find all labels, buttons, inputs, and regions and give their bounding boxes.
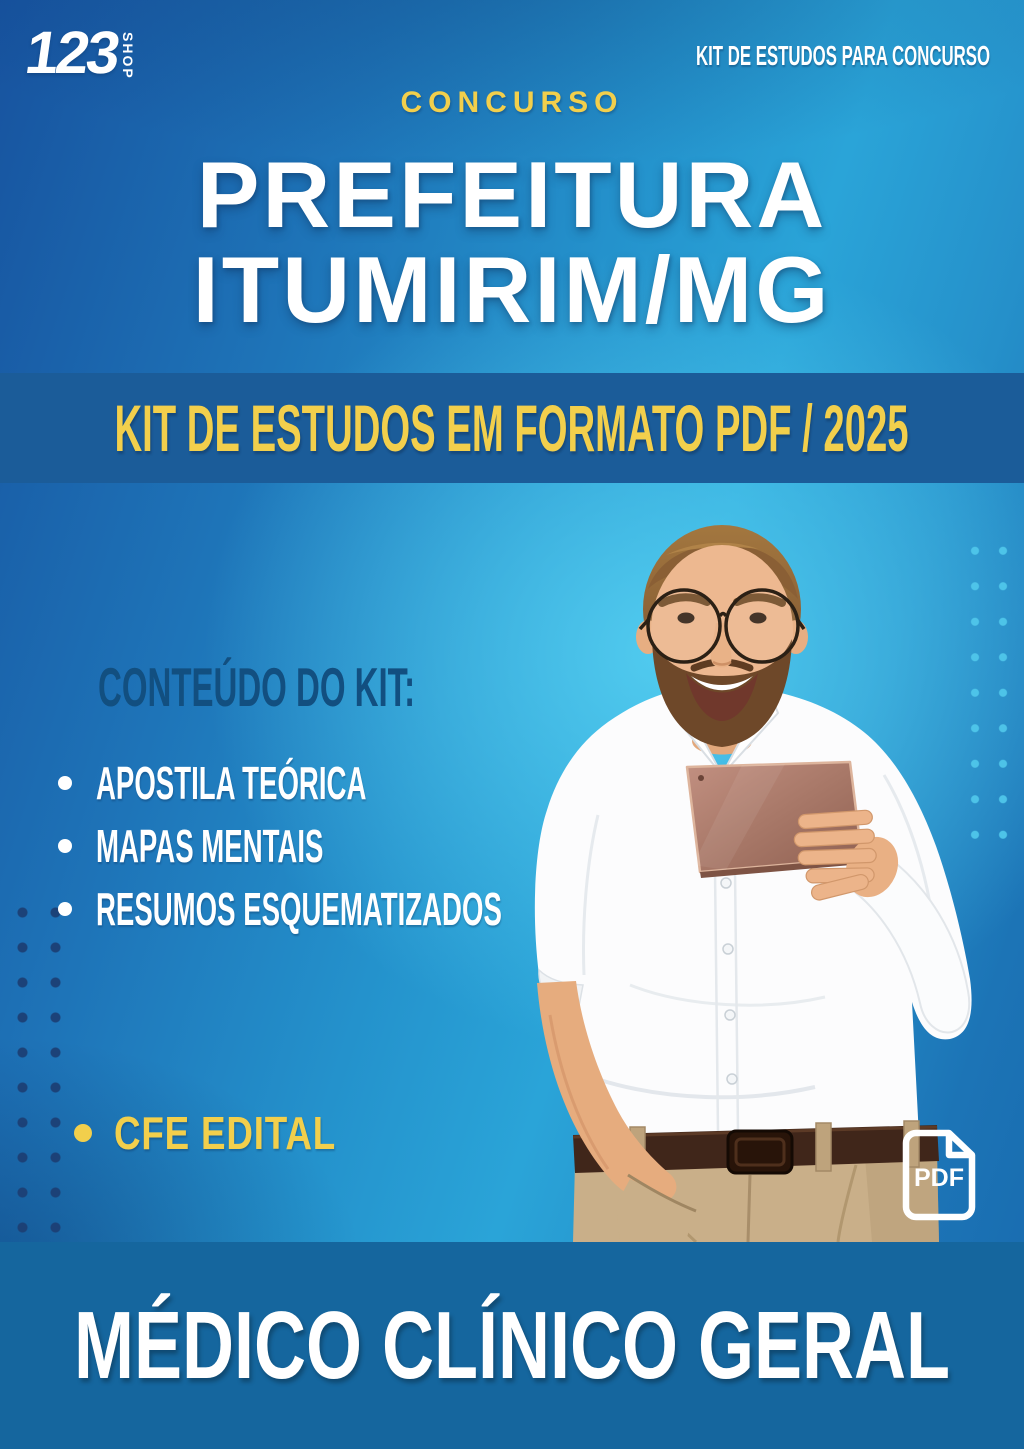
content-heading: CONTEÚDO DO KIT: — [98, 656, 416, 718]
dot-grid-left — [6, 895, 72, 1245]
ribbon-text: KIT DE ESTUDOS EM FORMATO PDF / 2025 — [114, 391, 910, 465]
bullet-icon — [58, 839, 72, 853]
brand-logo-number: 123 — [21, 19, 122, 86]
page-title — [0, 142, 1024, 342]
kit-list — [58, 751, 772, 940]
brand-logo — [21, 19, 137, 86]
title-line-2: ITUMIRIM/MG — [192, 236, 832, 342]
pdf-icon — [901, 1128, 979, 1222]
bullet-icon — [58, 902, 72, 916]
bullet-icon — [58, 776, 72, 790]
title-line-1: PREFEITURA — [196, 142, 828, 247]
role-title: MÉDICO CLÍNICO GERAL — [74, 1291, 951, 1399]
top-right-label: KIT DE ESTUDOS PARA CONCURSO — [695, 40, 990, 71]
list-item: RESUMOS ESQUEMATIZADOS — [58, 877, 772, 940]
list-item: MAPAS MENTAIS — [58, 814, 772, 877]
cfe-edital-item: CFE EDITAL — [74, 1108, 391, 1158]
ribbon-banner — [0, 373, 1024, 483]
bullet-icon — [74, 1124, 92, 1142]
role-banner — [0, 1242, 1024, 1449]
svg-text:PDF: PDF — [914, 1164, 964, 1192]
brand-logo-word: SHOP — [120, 32, 137, 80]
kicker-text: CONCURSO — [400, 86, 624, 119]
list-item: APOSTILA TEÓRICA — [58, 751, 772, 814]
